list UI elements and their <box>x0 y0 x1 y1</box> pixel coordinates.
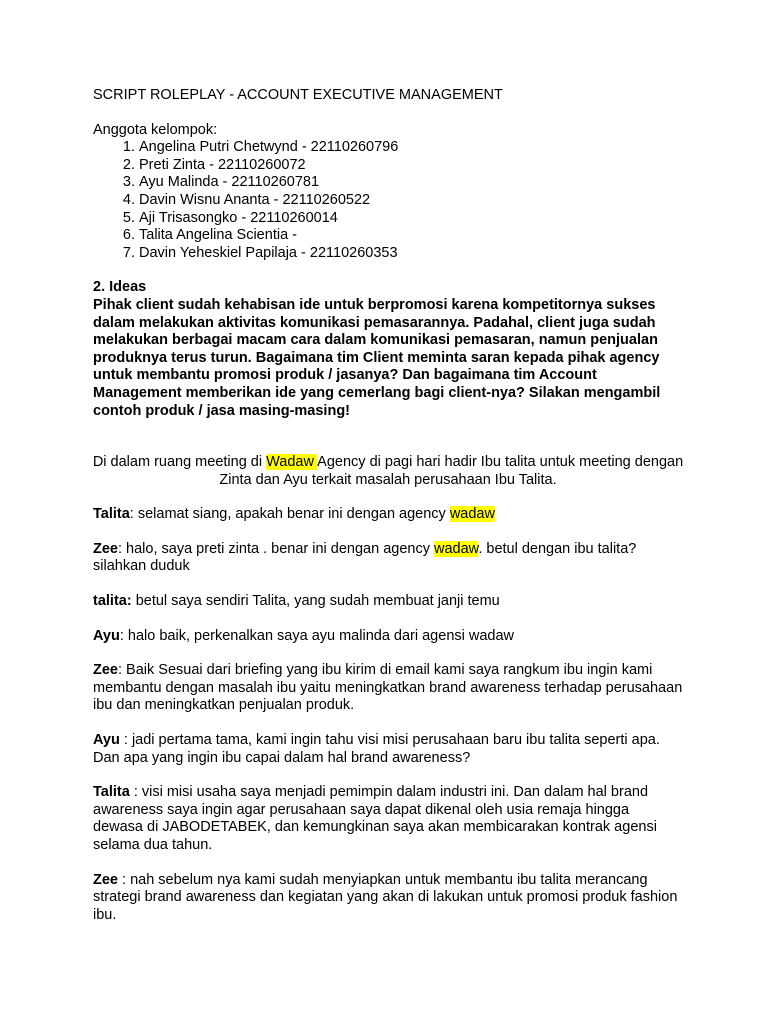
dialogue-text: : nah sebelum nya kami sudah menyiapkan untuk membantu ibu talita merancang strategi brand awareness dan kegiatan yang akan di lakukan untuk promosi produk fashion ibu. <box>93 871 678 923</box>
dialogue-line <box>93 872 683 925</box>
scene-description <box>87 454 689 489</box>
ideas-paragraph: Pihak client sudah kehabisan ide untuk berpromosi karena kompetitornya sukses dalam melakukan aktivitas komunikasi pemasarannya. Padahal, client juga sudah melakukan berbagai macam cara dalam komunikasi pemasaran, namun penjualan produknya terus turun. Bagaimana tim Client meminta saran kepada pihak agency untuk membantu promosi produk / jasanya? Dan bagaimana tim Account Management memberikan ide yang cemerlang bagi client-nya? Silakan mengambil contoh produk / jasa masing-masing! <box>93 296 661 419</box>
list-item: 6. Talita Angelina Scientia - <box>139 227 683 245</box>
dialogue-line <box>93 784 683 854</box>
speaker-name: Zee <box>93 662 118 679</box>
members-label: Anggota kelompok: <box>93 121 218 138</box>
list-item: 1. Angelina Putri Chetwynd - 22110260796 <box>139 139 683 157</box>
speaker-name: Talita <box>93 506 130 523</box>
speaker-name: Zee <box>93 871 118 888</box>
scene-text-before: Di dalam ruang meeting di <box>92 454 267 471</box>
speaker-name: Zee <box>93 540 118 557</box>
document-body <box>93 87 683 924</box>
dialogue-line <box>93 662 683 715</box>
list-item: 4. Davin Wisnu Ananta - 22110260522 <box>139 192 683 210</box>
members-list <box>93 139 683 262</box>
speaker-name: Talita <box>93 784 130 801</box>
highlighted-text: wadaw <box>433 540 479 557</box>
dialogue-line <box>93 732 683 767</box>
speaker-name: Ayu <box>93 627 120 644</box>
dialogue-text: : Baik Sesuai dari briefing yang ibu kirim di email kami saya rangkum ibu ingin kami membantu dengan masalah ibu yaitu meningkatkan brand awareness terhadap perusahaan ibu dan meningkatkan penjualan produk. <box>93 662 683 714</box>
document-title: SCRIPT ROLEPLAY - ACCOUNT EXECUTIVE MANAGEMENT <box>93 87 503 103</box>
dialogue-text: betul saya sendiri Talita, yang sudah membuat janji temu <box>131 593 500 610</box>
list-item: 2. Preti Zinta - 22110260072 <box>139 157 683 175</box>
dialogue-text: : visi misi usaha saya menjadi pemimpin dalam industri ini. Dan dalam hal brand awareness saya ingin agar perusahaan saya dapat dikenal oleh usia remaja hingga dewasa di JABODETABEK, dan kemungkinan saya akan membicarakan kontrak agensi selama dua tahun. <box>93 784 657 853</box>
dialogue-line <box>93 506 683 524</box>
dialogue-line <box>93 541 683 576</box>
list-item: 5. Aji Trisasongko - 22110260014 <box>139 210 683 228</box>
list-item: 3. Ayu Malinda - 22110260781 <box>139 174 683 192</box>
ideas-heading: 2. Ideas <box>93 279 147 296</box>
speaker-name: talita: <box>93 593 132 610</box>
highlighted-text: Wadaw <box>266 454 318 471</box>
dialogue-text: : jadi pertama tama, kami ingin tahu visi misi perusahaan baru ibu talita seperti apa. Dan apa yang ingin ibu capai dalam hal brand awareness? <box>93 732 660 766</box>
list-item: 7. Davin Yeheskiel Papilaja - 22110260353 <box>139 245 683 263</box>
dialogue-text: : halo baik, perkenalkan saya ayu malinda dari agensi wadaw <box>119 627 515 644</box>
dialogue-line <box>93 593 683 611</box>
dialogue-text: . betul dengan ibu talita? silahkan duduk <box>93 540 637 575</box>
dialogue-text: : halo, saya preti zinta . benar ini dengan agency <box>118 540 434 557</box>
scene-text-after: Agency di pagi hari hadir Ibu talita untuk meeting dengan Zinta dan Ayu terkait masalah perusahaan Ibu Talita. <box>219 454 684 488</box>
highlighted-text: wadaw <box>449 506 495 523</box>
dialogue-line <box>93 628 683 646</box>
dialogue-text: : selamat siang, apakah benar ini dengan agency <box>129 506 450 523</box>
speaker-name: Ayu <box>93 732 120 749</box>
